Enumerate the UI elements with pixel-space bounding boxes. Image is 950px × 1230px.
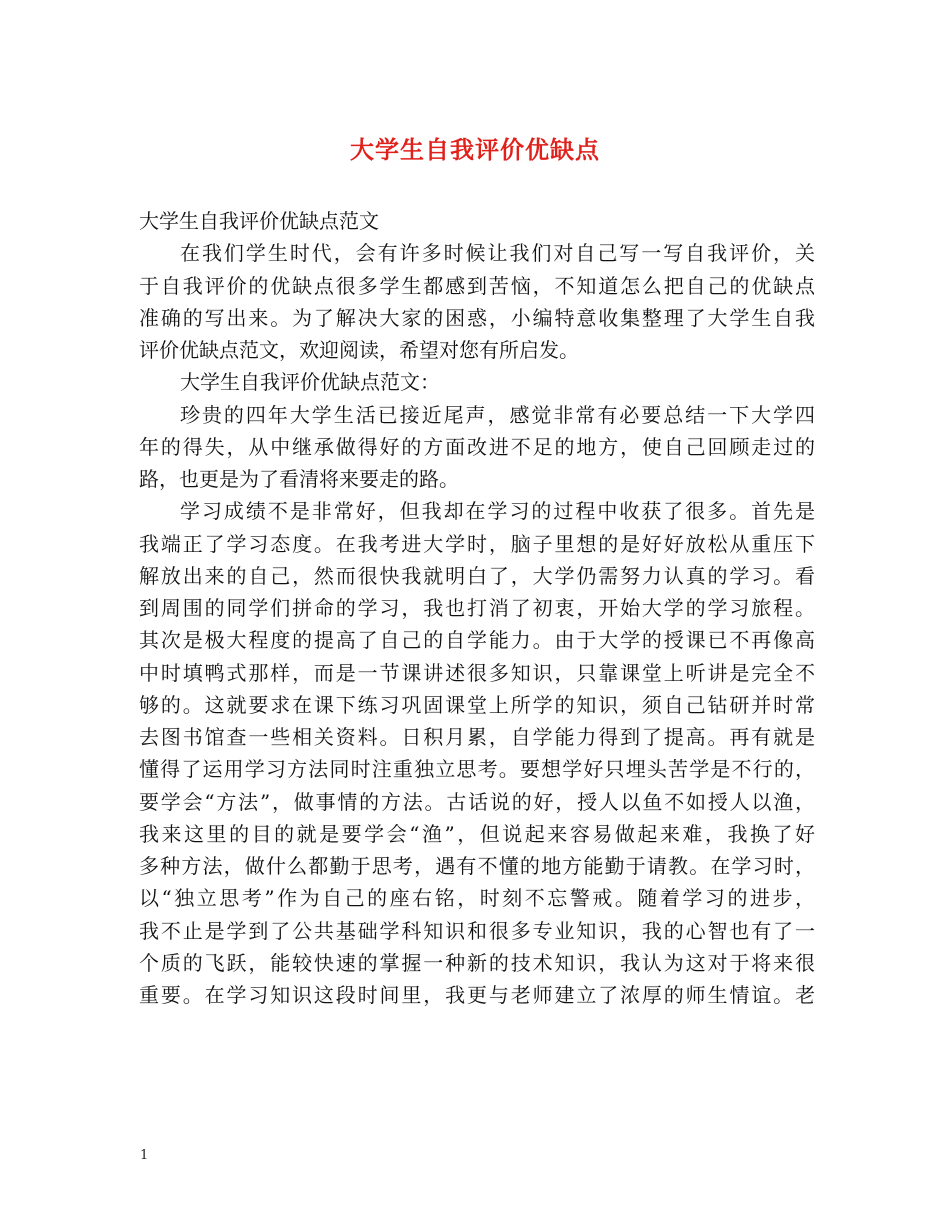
body-line: 学习成绩不是非常好，但我却在学习的过程中收获了很多。首先是 xyxy=(180,499,815,524)
body-line: 在我们学生时代，会有许多时候让我们对自己写一写自我评价，关 xyxy=(180,241,815,266)
body-line: 懂得了运用学习方法同时注重独立思考。要想学好只埋头苦学是不行的， xyxy=(139,757,815,782)
body-line: 够的。这就要求在课下练习巩固课堂上所学的知识，须自己钻研并时常 xyxy=(139,692,815,717)
body-line: 个质的飞跃，能较快速的掌握一种新的技术知识，我认为这对于将来很 xyxy=(139,950,815,975)
body-line: 年的得失，从中继承做得好的方面改进不足的地方，使自己回顾走过的 xyxy=(139,434,815,459)
body-line: 珍贵的四年大学生活已接近尾声，感觉非常有必要总结一下大学四 xyxy=(180,402,815,427)
body-line: 重要。在学习知识这段时间里，我更与老师建立了浓厚的师生情谊。老 xyxy=(139,983,815,1007)
body-line: 路，也更是为了看清将来要走的路。 xyxy=(139,467,459,491)
body-line: 要学会“方法”，做事情的方法。古话说的好，授人以鱼不如授人以渔， xyxy=(139,789,815,814)
page-number: 1 xyxy=(140,1148,149,1163)
body-line: 解放出来的自己，然而很快我就明白了，大学仍需努力认真的学习。看 xyxy=(139,563,815,588)
body-line: 以“独立思考”作为自己的座右铭，时刻不忘警戒。随着学习的进步， xyxy=(139,886,815,911)
body-line: 其次是极大程度的提高了自己的自学能力。由于大学的授课已不再像高 xyxy=(139,628,815,653)
body-line: 多种方法，做什么都勤于思考，遇有不懂的地方能勤于请教。在学习时， xyxy=(139,854,815,878)
body-line: 我不止是学到了公共基础学科知识和很多专业知识，我的心智也有了一 xyxy=(139,918,815,943)
body-line: 我端正了学习态度。在我考进大学时，脑子里想的是好好放松从重压下 xyxy=(139,531,815,556)
document-body xyxy=(139,205,815,1011)
body-line: 去图书馆查一些相关资料。日积月累，自学能力得到了提高。再有就是 xyxy=(139,725,815,749)
body-line: 大学生自我评价优缺点范文： xyxy=(180,370,440,395)
body-line: 大学生自我评价优缺点范文 xyxy=(139,209,379,233)
body-line: 于自我评价的优缺点很多学生都感到苦恼，不知道怎么把自己的优缺点 xyxy=(139,273,815,298)
body-line: 准确的写出来。为了解决大家的困惑，小编特意收集整理了大学生自我 xyxy=(139,305,815,330)
body-line: 我来这里的目的就是要学会“渔”，但说起来容易做起来难，我换了好 xyxy=(139,821,815,846)
body-line: 评价优缺点范文，欢迎阅读，希望对您有所启发。 xyxy=(139,338,579,362)
document-title: 大学生自我评价优缺点 xyxy=(350,135,600,164)
body-line: 到周围的同学们拼命的学习，我也打消了初衷，开始大学的学习旅程。 xyxy=(139,596,815,620)
body-line: 中时填鸭式那样，而是一节课讲述很多知识，只靠课堂上听讲是完全不 xyxy=(139,660,815,685)
